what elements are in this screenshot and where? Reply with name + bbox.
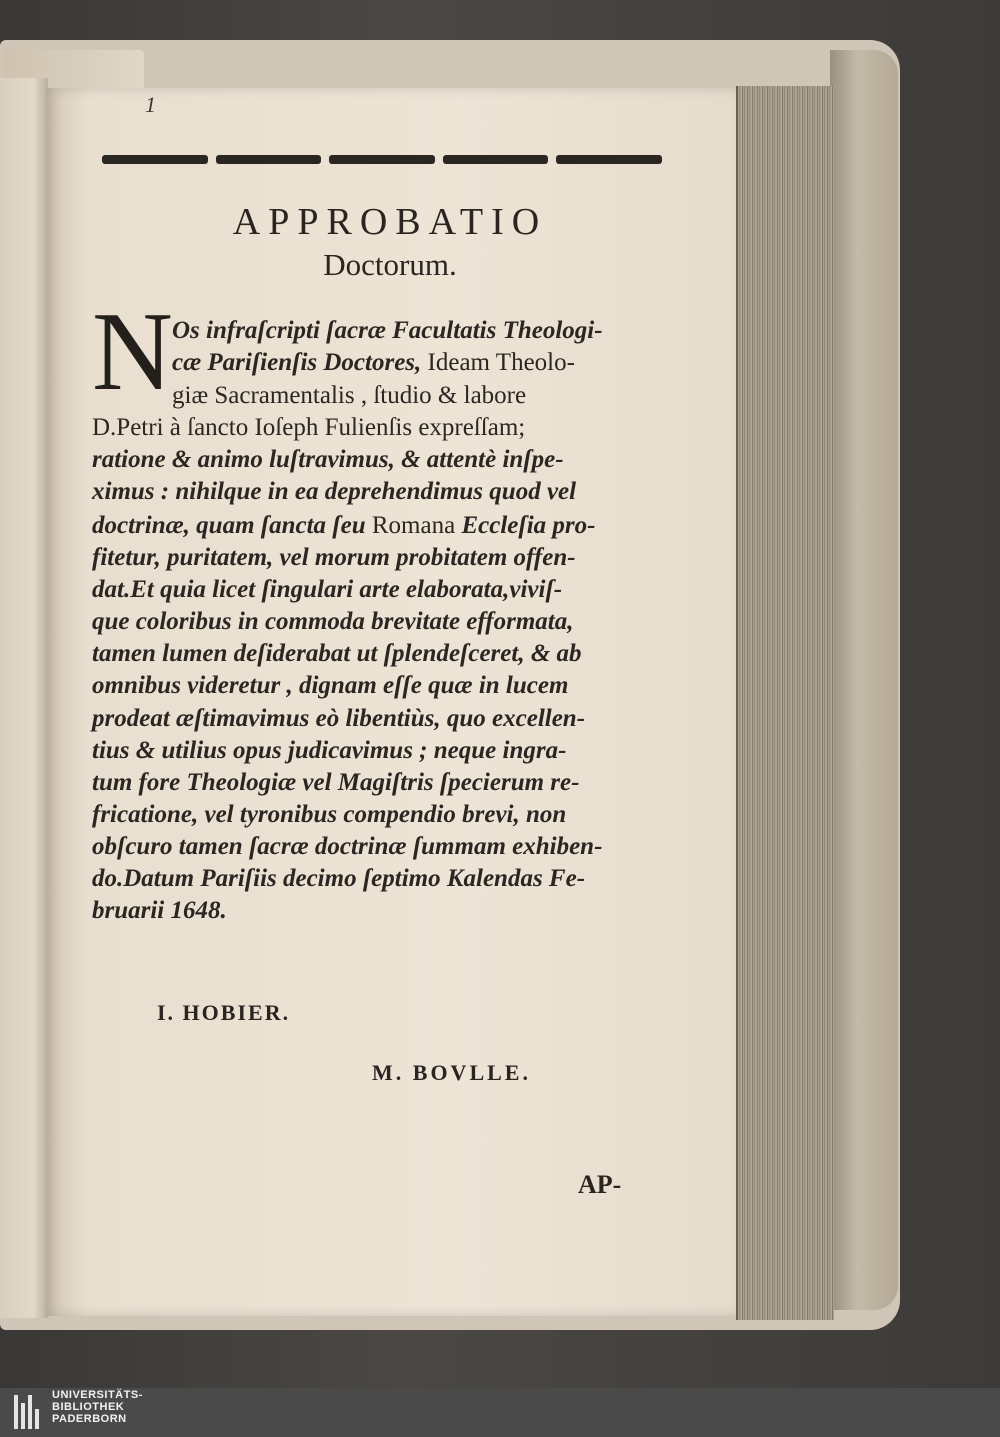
text-line: tius & utilius opus judicavimus ; neque ingra-	[92, 737, 567, 764]
text-line: do.Datum Pariſiis decimo ſeptimo Kalendas Fe-	[92, 865, 586, 892]
book-cover-edge	[830, 50, 898, 1310]
text-line: tamen lumen deſiderabat ut ſplendeſceret, & ab	[92, 640, 582, 667]
text-line: ratione & animo luſtravimus, & attentè inſpe-	[92, 446, 564, 473]
logo-line-1: UNIVERSITÄTS-	[52, 1389, 143, 1401]
page-block-edges	[736, 86, 834, 1320]
text-line: fricatione, vel tyronibus compendio brevi, non	[92, 801, 567, 828]
text-line: doctrinæ, quam ſancta ſeu Romana Eccleſia pro-	[92, 512, 596, 539]
drop-capital: N	[92, 290, 173, 414]
ornamental-rule	[102, 155, 662, 164]
text-line: dat.Et quia licet ſingulari arte elaborata,viviſ-	[92, 576, 563, 603]
library-logo-text	[52, 1390, 143, 1426]
footer-bar	[0, 1388, 1000, 1437]
text-line: fitetur, puritatem, vel morum probitatem offen-	[92, 544, 576, 571]
text-line: prodeat æſtimavimus eò libentiùs, quo excellen-	[92, 705, 586, 732]
text-line: ximus : nihilque in ea deprehendimus quod vel	[92, 478, 577, 505]
logo-line-2: BIBLIOTHEK	[52, 1401, 125, 1413]
logo-line-3: PADERBORN	[52, 1413, 127, 1425]
text-line: bruarii 1648.	[92, 897, 227, 924]
left-page-strip	[0, 78, 48, 1318]
text-line: que coloribus in commoda brevitate efformata,	[92, 608, 574, 635]
text-line-roman: Ideam Theolo-	[427, 349, 575, 376]
text-line: tum fore Theologiæ vel Magiſtris ſpecierum re-	[92, 769, 580, 796]
text-line: obſcuro tamen ſacræ doctrinæ ſummam exhiben-	[92, 833, 603, 860]
text-line-roman: Romana	[371, 512, 456, 539]
signature-hobier: I. HOBIER.	[157, 1000, 291, 1025]
text-line-rest: Eccleſia pro-	[455, 512, 596, 539]
text-line: omnibus videretur , dignam eſſe quæ in lucem	[92, 672, 569, 699]
signature-boulle: M. BOVLLE.	[372, 1060, 531, 1085]
library-logo-icon	[14, 1395, 42, 1429]
page-title: APPROBATIO	[232, 201, 548, 243]
folio-mark: 1	[145, 92, 156, 117]
text-line: giæ Sacramentalis , ſtudio & labore	[172, 382, 527, 409]
page-subtitle: Doctorum.	[323, 247, 457, 282]
catchword: AP-	[578, 1170, 622, 1199]
text-line: D.Petri à ſancto Ioſeph Fulienſis expreſſam;	[92, 414, 526, 441]
text-line: Os infraſcripti ſacræ Facultatis Theologi-	[172, 317, 603, 344]
text-line: cæ Pariſienſis Doctores, Ideam Theolo-	[172, 349, 575, 376]
